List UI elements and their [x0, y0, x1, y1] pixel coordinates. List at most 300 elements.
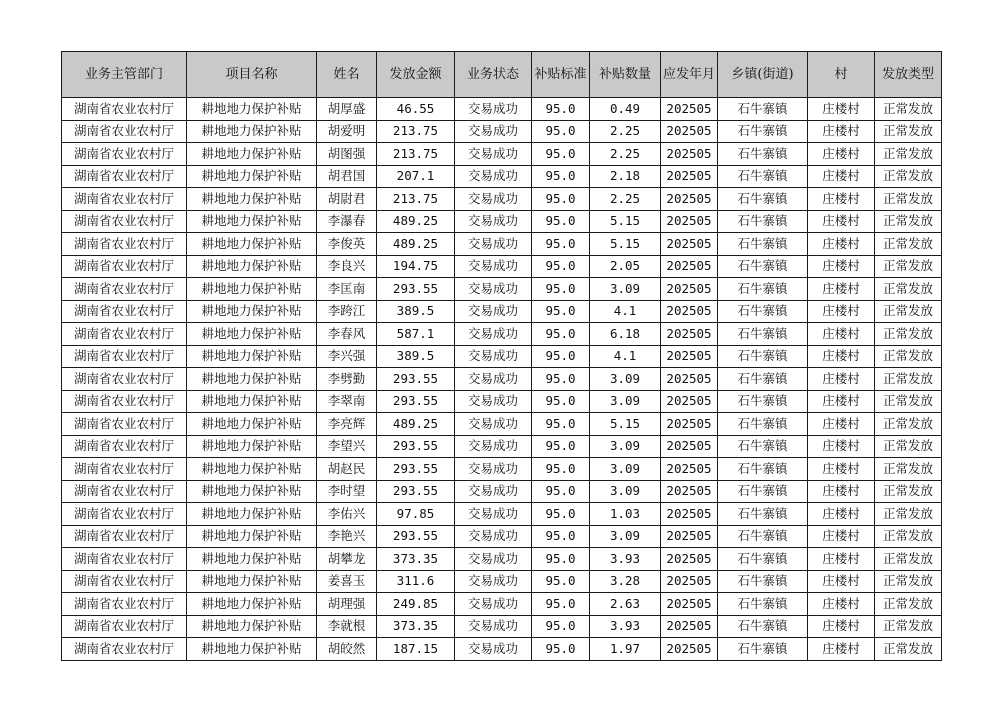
cell-status: 交易成功	[455, 638, 532, 661]
cell-village: 庄楼村	[808, 98, 875, 121]
cell-township: 石牛寨镇	[718, 278, 808, 301]
cell-name: 姜喜玉	[317, 570, 377, 593]
cell-status: 交易成功	[455, 233, 532, 256]
cell-name: 胡赵民	[317, 458, 377, 481]
cell-village: 庄楼村	[808, 548, 875, 571]
cell-payable-month: 202505	[661, 548, 718, 571]
header-amount: 发放金额	[377, 52, 455, 98]
subsidy-payment-table	[61, 51, 942, 661]
cell-payable-month: 202505	[661, 525, 718, 548]
cell-project-name: 耕地地力保护补贴	[187, 120, 317, 143]
cell-village: 庄楼村	[808, 165, 875, 188]
cell-amount: 489.25	[377, 233, 455, 256]
cell-name: 李亮辉	[317, 413, 377, 436]
header-subsidy-quantity: 补贴数量	[590, 52, 661, 98]
table-row	[62, 165, 942, 188]
cell-payment-type: 正常发放	[875, 233, 942, 256]
cell-amount: 293.55	[377, 480, 455, 503]
cell-subsidy-quantity: 3.93	[590, 615, 661, 638]
cell-project-name: 耕地地力保护补贴	[187, 255, 317, 278]
header-payment-type: 发放类型	[875, 52, 942, 98]
table-row	[62, 98, 942, 121]
cell-village: 庄楼村	[808, 525, 875, 548]
cell-status: 交易成功	[455, 503, 532, 526]
cell-payment-type: 正常发放	[875, 278, 942, 301]
cell-payment-type: 正常发放	[875, 615, 942, 638]
cell-payable-month: 202505	[661, 593, 718, 616]
cell-subsidy-standard: 95.0	[532, 323, 590, 346]
cell-status: 交易成功	[455, 525, 532, 548]
cell-payment-type: 正常发放	[875, 188, 942, 211]
cell-amount: 207.1	[377, 165, 455, 188]
header-row	[62, 52, 942, 98]
cell-village: 庄楼村	[808, 120, 875, 143]
cell-township: 石牛寨镇	[718, 165, 808, 188]
cell-village: 庄楼村	[808, 300, 875, 323]
cell-subsidy-quantity: 1.03	[590, 503, 661, 526]
cell-subsidy-quantity: 2.05	[590, 255, 661, 278]
cell-status: 交易成功	[455, 480, 532, 503]
cell-name: 李匡南	[317, 278, 377, 301]
cell-subsidy-standard: 95.0	[532, 390, 590, 413]
cell-name: 胡理强	[317, 593, 377, 616]
cell-payable-month: 202505	[661, 210, 718, 233]
table-row	[62, 638, 942, 661]
cell-name: 李劈勤	[317, 368, 377, 391]
table-row	[62, 120, 942, 143]
cell-status: 交易成功	[455, 390, 532, 413]
cell-village: 庄楼村	[808, 233, 875, 256]
cell-payment-type: 正常发放	[875, 593, 942, 616]
cell-subsidy-quantity: 3.09	[590, 390, 661, 413]
cell-subsidy-quantity: 3.09	[590, 525, 661, 548]
cell-department: 湖南省农业农村厅	[62, 413, 187, 436]
table-row	[62, 345, 942, 368]
cell-subsidy-quantity: 2.25	[590, 120, 661, 143]
cell-department: 湖南省农业农村厅	[62, 255, 187, 278]
header-name: 姓名	[317, 52, 377, 98]
cell-project-name: 耕地地力保护补贴	[187, 570, 317, 593]
table-row	[62, 143, 942, 166]
cell-department: 湖南省农业农村厅	[62, 638, 187, 661]
cell-status: 交易成功	[455, 210, 532, 233]
cell-village: 庄楼村	[808, 345, 875, 368]
cell-name: 李翠南	[317, 390, 377, 413]
table-row	[62, 278, 942, 301]
cell-payment-type: 正常发放	[875, 413, 942, 436]
cell-name: 李望兴	[317, 435, 377, 458]
cell-township: 石牛寨镇	[718, 188, 808, 211]
cell-subsidy-standard: 95.0	[532, 143, 590, 166]
cell-department: 湖南省农业农村厅	[62, 120, 187, 143]
header-status: 业务状态	[455, 52, 532, 98]
cell-amount: 213.75	[377, 188, 455, 211]
cell-amount: 213.75	[377, 120, 455, 143]
cell-department: 湖南省农业农村厅	[62, 323, 187, 346]
cell-department: 湖南省农业农村厅	[62, 593, 187, 616]
cell-payable-month: 202505	[661, 98, 718, 121]
cell-township: 石牛寨镇	[718, 413, 808, 436]
cell-status: 交易成功	[455, 143, 532, 166]
cell-project-name: 耕地地力保护补贴	[187, 525, 317, 548]
cell-payment-type: 正常发放	[875, 345, 942, 368]
cell-project-name: 耕地地力保护补贴	[187, 323, 317, 346]
cell-project-name: 耕地地力保护补贴	[187, 165, 317, 188]
cell-township: 石牛寨镇	[718, 593, 808, 616]
cell-township: 石牛寨镇	[718, 345, 808, 368]
cell-subsidy-quantity: 3.93	[590, 548, 661, 571]
cell-status: 交易成功	[455, 570, 532, 593]
cell-project-name: 耕地地力保护补贴	[187, 278, 317, 301]
table-row	[62, 413, 942, 436]
cell-subsidy-quantity: 5.15	[590, 210, 661, 233]
cell-village: 庄楼村	[808, 255, 875, 278]
cell-department: 湖南省农业农村厅	[62, 165, 187, 188]
cell-subsidy-quantity: 4.1	[590, 300, 661, 323]
cell-amount: 311.6	[377, 570, 455, 593]
cell-township: 石牛寨镇	[718, 120, 808, 143]
cell-subsidy-standard: 95.0	[532, 210, 590, 233]
cell-subsidy-standard: 95.0	[532, 368, 590, 391]
table-row	[62, 390, 942, 413]
cell-department: 湖南省农业农村厅	[62, 435, 187, 458]
cell-amount: 373.35	[377, 615, 455, 638]
cell-project-name: 耕地地力保护补贴	[187, 413, 317, 436]
cell-amount: 293.55	[377, 458, 455, 481]
cell-department: 湖南省农业农村厅	[62, 458, 187, 481]
cell-village: 庄楼村	[808, 278, 875, 301]
cell-department: 湖南省农业农村厅	[62, 480, 187, 503]
cell-name: 李春风	[317, 323, 377, 346]
cell-township: 石牛寨镇	[718, 98, 808, 121]
cell-status: 交易成功	[455, 165, 532, 188]
cell-payment-type: 正常发放	[875, 300, 942, 323]
cell-subsidy-standard: 95.0	[532, 548, 590, 571]
cell-township: 石牛寨镇	[718, 368, 808, 391]
cell-village: 庄楼村	[808, 615, 875, 638]
cell-subsidy-standard: 95.0	[532, 615, 590, 638]
cell-village: 庄楼村	[808, 390, 875, 413]
cell-name: 李俊英	[317, 233, 377, 256]
cell-payment-type: 正常发放	[875, 210, 942, 233]
table-row	[62, 435, 942, 458]
table-row	[62, 503, 942, 526]
cell-payable-month: 202505	[661, 570, 718, 593]
cell-project-name: 耕地地力保护补贴	[187, 615, 317, 638]
cell-village: 庄楼村	[808, 368, 875, 391]
header-payable-month: 应发年月	[661, 52, 718, 98]
table-row	[62, 525, 942, 548]
header-village: 村	[808, 52, 875, 98]
cell-village: 庄楼村	[808, 143, 875, 166]
cell-subsidy-quantity: 5.15	[590, 413, 661, 436]
cell-amount: 389.5	[377, 300, 455, 323]
cell-subsidy-standard: 95.0	[532, 98, 590, 121]
cell-name: 胡厚盛	[317, 98, 377, 121]
cell-payment-type: 正常发放	[875, 570, 942, 593]
cell-township: 石牛寨镇	[718, 570, 808, 593]
cell-payable-month: 202505	[661, 435, 718, 458]
cell-status: 交易成功	[455, 413, 532, 436]
cell-department: 湖南省农业农村厅	[62, 300, 187, 323]
cell-project-name: 耕地地力保护补贴	[187, 638, 317, 661]
cell-payable-month: 202505	[661, 390, 718, 413]
cell-amount: 373.35	[377, 548, 455, 571]
cell-subsidy-quantity: 3.09	[590, 458, 661, 481]
cell-status: 交易成功	[455, 255, 532, 278]
cell-village: 庄楼村	[808, 638, 875, 661]
cell-village: 庄楼村	[808, 323, 875, 346]
cell-township: 石牛寨镇	[718, 525, 808, 548]
cell-township: 石牛寨镇	[718, 458, 808, 481]
cell-subsidy-standard: 95.0	[532, 278, 590, 301]
cell-subsidy-quantity: 3.09	[590, 480, 661, 503]
cell-payable-month: 202505	[661, 503, 718, 526]
cell-project-name: 耕地地力保护补贴	[187, 593, 317, 616]
cell-project-name: 耕地地力保护补贴	[187, 143, 317, 166]
cell-amount: 46.55	[377, 98, 455, 121]
cell-payable-month: 202505	[661, 615, 718, 638]
cell-department: 湖南省农业农村厅	[62, 143, 187, 166]
cell-department: 湖南省农业农村厅	[62, 188, 187, 211]
cell-project-name: 耕地地力保护补贴	[187, 98, 317, 121]
table-row	[62, 615, 942, 638]
cell-payment-type: 正常发放	[875, 323, 942, 346]
cell-subsidy-standard: 95.0	[532, 638, 590, 661]
cell-subsidy-standard: 95.0	[532, 255, 590, 278]
cell-payment-type: 正常发放	[875, 435, 942, 458]
table-row	[62, 323, 942, 346]
cell-subsidy-standard: 95.0	[532, 525, 590, 548]
cell-amount: 293.55	[377, 390, 455, 413]
cell-township: 石牛寨镇	[718, 323, 808, 346]
cell-subsidy-quantity: 2.25	[590, 143, 661, 166]
cell-payable-month: 202505	[661, 278, 718, 301]
cell-project-name: 耕地地力保护补贴	[187, 458, 317, 481]
cell-village: 庄楼村	[808, 503, 875, 526]
cell-name: 李兴强	[317, 345, 377, 368]
cell-department: 湖南省农业农村厅	[62, 503, 187, 526]
cell-amount: 293.55	[377, 368, 455, 391]
cell-name: 胡君国	[317, 165, 377, 188]
cell-payable-month: 202505	[661, 300, 718, 323]
cell-status: 交易成功	[455, 458, 532, 481]
header-subsidy-standard: 补贴标准	[532, 52, 590, 98]
cell-status: 交易成功	[455, 345, 532, 368]
cell-township: 石牛寨镇	[718, 480, 808, 503]
cell-payable-month: 202505	[661, 413, 718, 436]
cell-department: 湖南省农业农村厅	[62, 615, 187, 638]
cell-township: 石牛寨镇	[718, 143, 808, 166]
cell-subsidy-standard: 95.0	[532, 188, 590, 211]
cell-name: 李艳兴	[317, 525, 377, 548]
cell-status: 交易成功	[455, 435, 532, 458]
table-body	[62, 98, 942, 661]
cell-payable-month: 202505	[661, 345, 718, 368]
cell-township: 石牛寨镇	[718, 615, 808, 638]
table-row	[62, 368, 942, 391]
cell-township: 石牛寨镇	[718, 638, 808, 661]
table-row	[62, 480, 942, 503]
cell-department: 湖南省农业农村厅	[62, 525, 187, 548]
cell-payment-type: 正常发放	[875, 525, 942, 548]
cell-payable-month: 202505	[661, 458, 718, 481]
cell-department: 湖南省农业农村厅	[62, 98, 187, 121]
cell-subsidy-quantity: 3.09	[590, 368, 661, 391]
cell-name: 李瀑春	[317, 210, 377, 233]
cell-township: 石牛寨镇	[718, 548, 808, 571]
cell-subsidy-quantity: 5.15	[590, 233, 661, 256]
table-row	[62, 255, 942, 278]
cell-name: 李就根	[317, 615, 377, 638]
cell-department: 湖南省农业农村厅	[62, 210, 187, 233]
cell-name: 胡图强	[317, 143, 377, 166]
cell-subsidy-quantity: 2.63	[590, 593, 661, 616]
cell-payment-type: 正常发放	[875, 390, 942, 413]
cell-village: 庄楼村	[808, 413, 875, 436]
cell-project-name: 耕地地力保护补贴	[187, 210, 317, 233]
cell-payment-type: 正常发放	[875, 548, 942, 571]
cell-payable-month: 202505	[661, 255, 718, 278]
cell-amount: 187.15	[377, 638, 455, 661]
cell-project-name: 耕地地力保护补贴	[187, 480, 317, 503]
cell-payable-month: 202505	[661, 120, 718, 143]
header-township: 乡镇(街道)	[718, 52, 808, 98]
cell-name: 李良兴	[317, 255, 377, 278]
cell-township: 石牛寨镇	[718, 255, 808, 278]
cell-amount: 194.75	[377, 255, 455, 278]
subsidy-table-sheet	[61, 51, 942, 661]
cell-township: 石牛寨镇	[718, 233, 808, 256]
cell-subsidy-standard: 95.0	[532, 593, 590, 616]
cell-amount: 293.55	[377, 278, 455, 301]
cell-subsidy-standard: 95.0	[532, 300, 590, 323]
cell-payment-type: 正常发放	[875, 98, 942, 121]
cell-township: 石牛寨镇	[718, 435, 808, 458]
cell-township: 石牛寨镇	[718, 503, 808, 526]
cell-amount: 293.55	[377, 435, 455, 458]
table-row	[62, 188, 942, 211]
table-row	[62, 233, 942, 256]
cell-project-name: 耕地地力保护补贴	[187, 368, 317, 391]
cell-project-name: 耕地地力保护补贴	[187, 390, 317, 413]
table-row	[62, 593, 942, 616]
cell-village: 庄楼村	[808, 458, 875, 481]
table-row	[62, 548, 942, 571]
cell-payable-month: 202505	[661, 638, 718, 661]
cell-village: 庄楼村	[808, 570, 875, 593]
cell-township: 石牛寨镇	[718, 210, 808, 233]
cell-subsidy-quantity: 0.49	[590, 98, 661, 121]
cell-payment-type: 正常发放	[875, 638, 942, 661]
table-row	[62, 300, 942, 323]
cell-name: 胡爱明	[317, 120, 377, 143]
header-department: 业务主管部门	[62, 52, 187, 98]
cell-village: 庄楼村	[808, 593, 875, 616]
cell-payable-month: 202505	[661, 165, 718, 188]
cell-status: 交易成功	[455, 300, 532, 323]
cell-status: 交易成功	[455, 120, 532, 143]
cell-department: 湖南省农业农村厅	[62, 278, 187, 301]
cell-village: 庄楼村	[808, 210, 875, 233]
cell-subsidy-quantity: 6.18	[590, 323, 661, 346]
cell-subsidy-standard: 95.0	[532, 458, 590, 481]
table-row	[62, 570, 942, 593]
cell-name: 李佑兴	[317, 503, 377, 526]
cell-project-name: 耕地地力保护补贴	[187, 188, 317, 211]
cell-subsidy-quantity: 3.09	[590, 435, 661, 458]
cell-subsidy-standard: 95.0	[532, 435, 590, 458]
cell-status: 交易成功	[455, 368, 532, 391]
cell-department: 湖南省农业农村厅	[62, 570, 187, 593]
cell-project-name: 耕地地力保护补贴	[187, 503, 317, 526]
cell-subsidy-quantity: 2.25	[590, 188, 661, 211]
cell-status: 交易成功	[455, 278, 532, 301]
cell-subsidy-standard: 95.0	[532, 570, 590, 593]
cell-amount: 97.85	[377, 503, 455, 526]
cell-amount: 489.25	[377, 210, 455, 233]
cell-subsidy-quantity: 4.1	[590, 345, 661, 368]
cell-subsidy-quantity: 3.09	[590, 278, 661, 301]
cell-status: 交易成功	[455, 98, 532, 121]
cell-village: 庄楼村	[808, 480, 875, 503]
cell-status: 交易成功	[455, 615, 532, 638]
cell-subsidy-standard: 95.0	[532, 345, 590, 368]
cell-payment-type: 正常发放	[875, 255, 942, 278]
table-header	[62, 52, 942, 98]
cell-department: 湖南省农业农村厅	[62, 390, 187, 413]
cell-amount: 489.25	[377, 413, 455, 436]
table-row	[62, 458, 942, 481]
cell-payment-type: 正常发放	[875, 120, 942, 143]
cell-amount: 249.85	[377, 593, 455, 616]
cell-subsidy-quantity: 3.28	[590, 570, 661, 593]
cell-project-name: 耕地地力保护补贴	[187, 548, 317, 571]
cell-township: 石牛寨镇	[718, 390, 808, 413]
cell-subsidy-standard: 95.0	[532, 120, 590, 143]
cell-village: 庄楼村	[808, 188, 875, 211]
cell-status: 交易成功	[455, 593, 532, 616]
cell-project-name: 耕地地力保护补贴	[187, 435, 317, 458]
cell-payment-type: 正常发放	[875, 458, 942, 481]
cell-status: 交易成功	[455, 188, 532, 211]
cell-payable-month: 202505	[661, 323, 718, 346]
header-project-name: 项目名称	[187, 52, 317, 98]
cell-subsidy-standard: 95.0	[532, 413, 590, 436]
cell-name: 胡皎然	[317, 638, 377, 661]
cell-subsidy-standard: 95.0	[532, 165, 590, 188]
cell-department: 湖南省农业农村厅	[62, 548, 187, 571]
cell-amount: 389.5	[377, 345, 455, 368]
table-row	[62, 210, 942, 233]
cell-payment-type: 正常发放	[875, 165, 942, 188]
cell-payment-type: 正常发放	[875, 143, 942, 166]
cell-status: 交易成功	[455, 323, 532, 346]
cell-status: 交易成功	[455, 548, 532, 571]
cell-subsidy-standard: 95.0	[532, 233, 590, 256]
cell-department: 湖南省农业农村厅	[62, 368, 187, 391]
cell-subsidy-quantity: 2.18	[590, 165, 661, 188]
cell-name: 胡尉君	[317, 188, 377, 211]
cell-name: 胡攀龙	[317, 548, 377, 571]
cell-payment-type: 正常发放	[875, 480, 942, 503]
cell-payment-type: 正常发放	[875, 368, 942, 391]
cell-project-name: 耕地地力保护补贴	[187, 233, 317, 256]
cell-township: 石牛寨镇	[718, 300, 808, 323]
cell-subsidy-quantity: 1.97	[590, 638, 661, 661]
cell-project-name: 耕地地力保护补贴	[187, 345, 317, 368]
cell-payable-month: 202505	[661, 233, 718, 256]
